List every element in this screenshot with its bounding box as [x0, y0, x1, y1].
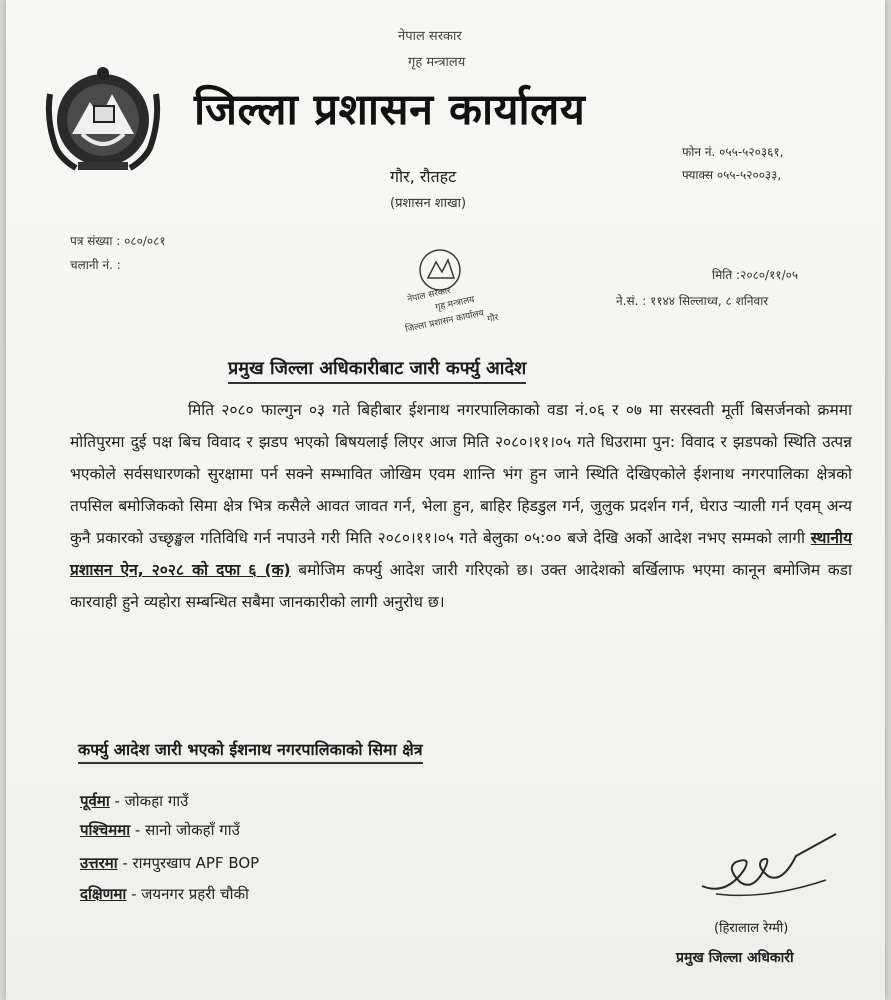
notice-body-part-1: मिति २०८० फाल्गुन ०३ गते बिहीबार ईशनाथ नगरपालिकाको वडा नं.०६ र ०७ मा सरस्वती मूर्ती बिसर्जनको क्रममा मोतिपुरमा दुई पक्ष बिच विवाद र झडप भएको बिषयलाई लिएर आज मिति २०८०।११।०५ गते धिउरामा पुन: विवाद र झडपको स्थिति उत्पन्न भएकोले सर्वसधारणको सुरक्षामा पर्न सक्ने सम्भावित जोखिम एवम शान्ति भंग हुन जाने स्थिति देखिएकोले ईशनाथ नगरपालिका क्षेत्रको तपसिल बमोजिकको सिमा क्षेत्र भित्र कसैले आवत जावत गर्न, भेला हुन, बाहिर हिडडुल गर्न, जुलुक प्रदर्शन गर्न, घेराउ र्‍याली गर्न एवम् अन्य कुनै प्रकारको उच्छृङ्खल गतिविधि गर्न नपाउने गरी मिति २०८०।११।०५ गते बेलुका ०५:०० बजे देखि अर्को आदेश नभए सम्मको लागी [70, 401, 852, 547]
boundary-south-value: - जयनगर प्रहरी चौकी [126, 885, 249, 903]
office-title: जिल्ला प्रशासन कार्यालय [194, 85, 586, 135]
boundary-heading: कर्फ्यु आदेश जारी भएको ईशनाथ नगरपालिकाको सिमा क्षेत्र [78, 738, 423, 764]
boundary-west [80, 820, 240, 840]
boundary-north-value: - रामपुरखाप APF BOP [117, 854, 260, 872]
letter-number: पत्र संख्या : ०८०/०८१ [70, 234, 166, 248]
boundary-east-label: पूर्वमा [80, 792, 110, 810]
notice-body [70, 394, 852, 618]
notice-body-law-reference: स्थानीय प्रशासन ऐन, २०२८ को दफा ६ (क) [70, 529, 852, 579]
phone-number: फोन नं. ०५५-५२०३६१, [682, 145, 784, 159]
boundary-east [80, 791, 188, 811]
signatory-name: (हिरालाल रेग्मी) [714, 921, 789, 936]
government-name: नेपाल सरकार [398, 29, 462, 44]
letter-sheet [6, 0, 885, 1000]
boundary-west-value: - सानो जोकहाँ गाउँ [130, 821, 240, 839]
fax-number: फ्याक्स ०५५-५२००३३, [682, 168, 782, 182]
ministry-name: गृह मन्त्रालय [408, 55, 466, 70]
nepal-emblem-icon [42, 64, 164, 176]
boundary-east-value: - जोकहा गाउँ [109, 792, 189, 810]
notice-body-part-2: बमोजिम कर्फ्यु आदेश जारी गरिएको छ। उक्त आदेशको बर्खिलाफ भएमा कानून बमोजिम कडा कारवाही हुने व्यहोरा सम्बन्धित सबैमा जानकारीको लागी अनुरोध छ। [70, 561, 852, 611]
nepal-sambat-date: ने.सं. : ११४४ सिल्लाध्व, ८ शनिवार [616, 294, 769, 308]
boundary-north [80, 853, 259, 873]
signatory-title: प्रमुख जिल्ला अधिकारी [676, 950, 794, 966]
office-location: गौर, रौतहट [390, 167, 457, 186]
boundary-south-label: दक्षिणमा [80, 885, 127, 903]
signature-icon [696, 826, 846, 906]
letter-date: मिति :२०८०/११/०५ [712, 268, 799, 282]
stamp-line-4: गौर [486, 312, 500, 325]
office-section: (प्रशासन शाखा) [390, 196, 467, 211]
boundary-south [80, 884, 249, 904]
stamp-line-2: गृह मन्त्रालय [434, 294, 476, 313]
boundary-west-label: पश्चिममा [80, 821, 131, 839]
office-stamp-icon [396, 240, 530, 348]
stamp-line-1: नेपाल सरकार [406, 285, 452, 305]
notice-heading: प्रमुख जिल्ला अधिकारीबाट जारी कर्फ्यु आदेश [228, 356, 526, 384]
stamp-line-3: जिल्ला प्रशासन कार्यालय [404, 308, 485, 335]
dispatch-number: चलानी नं. : [70, 258, 121, 272]
boundary-north-label: उत्तरमा [80, 854, 118, 872]
